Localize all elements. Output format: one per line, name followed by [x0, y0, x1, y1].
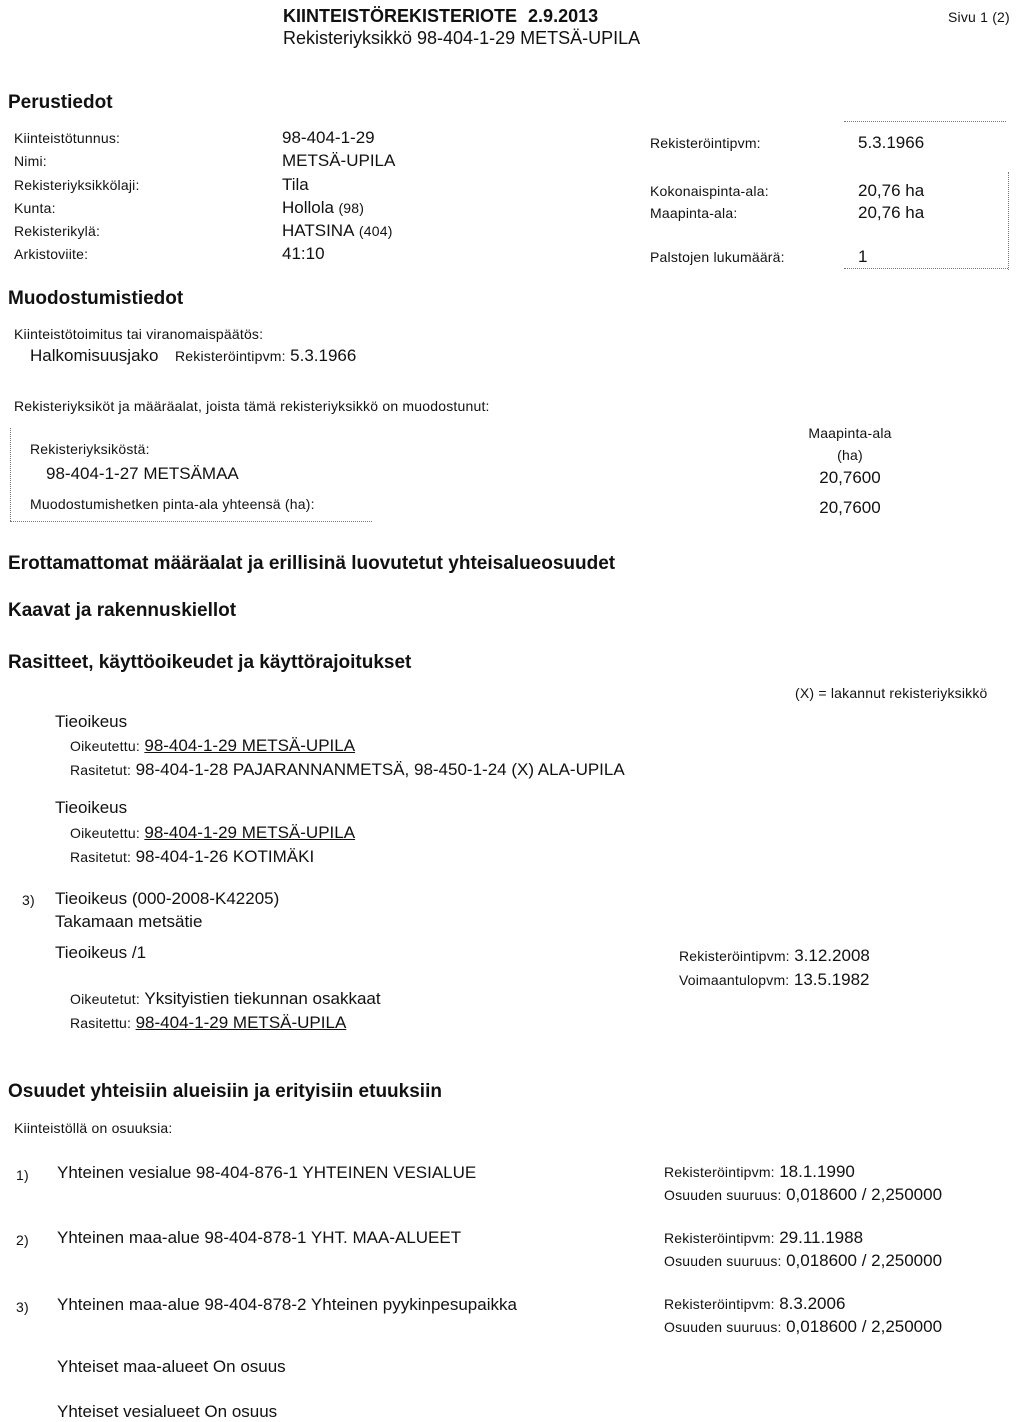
oikeutettu-label: Oikeutettu: — [70, 738, 140, 754]
share-size — [664, 1251, 942, 1271]
rek-value: 8.3.2006 — [779, 1294, 846, 1313]
footer-line-2: Yhteiset vesialueet On osuus — [57, 1402, 278, 1421]
rek-value: 29.11.1988 — [779, 1228, 864, 1247]
rek-label: Rekisteröintipvm: — [679, 948, 790, 964]
info-value: 98-404-1-29 — [282, 128, 375, 147]
share-size — [664, 1317, 942, 1337]
toimitus-value: Halkomisuusjako — [30, 346, 159, 365]
document-header — [283, 6, 598, 27]
toimitus-label: Kiinteistötoimitus tai viranomaispäätös: — [14, 326, 264, 342]
info-value: METSÄ-UPILA — [282, 151, 396, 170]
rasite-rasitetut — [70, 760, 625, 780]
osuudet-intro: Kiinteistöllä on osuuksia: — [14, 1120, 173, 1136]
rek-label: Rekisteröintipvm: — [664, 1230, 775, 1246]
info-label: Kunta: — [14, 200, 56, 216]
toimitus-row — [30, 346, 356, 366]
info-value: Hollola — [282, 198, 334, 217]
info-label: Rekisteröintipvm: — [650, 135, 761, 151]
rasitettu-label: Rasitettu: — [70, 1015, 132, 1031]
rasite-rasitettu — [70, 1013, 346, 1033]
bracket-top-line — [844, 121, 1006, 122]
share-size — [664, 1185, 942, 1205]
document-subtitle: Rekisteriyksikkö 98-404-1-29 METSÄ-UPILA — [283, 28, 641, 48]
rasite-title: Tieoikeus — [55, 712, 128, 731]
rek-label: Rekisteröintipvm: — [664, 1164, 775, 1180]
document-date: 2.9.2013 — [528, 6, 599, 26]
share-size-label: Osuuden suuruus: — [664, 1187, 782, 1203]
bracket-bottom-line — [844, 268, 1008, 269]
page-number: Sivu 1 (2) — [948, 9, 1010, 25]
rasite-number: 3) — [22, 892, 35, 908]
info-label: Palstojen lukumäärä: — [650, 249, 785, 265]
info-code: (404) — [358, 223, 393, 239]
share-number: 2) — [16, 1232, 29, 1248]
info-label: Rekisterikylä: — [14, 223, 101, 239]
rasitetut-value: 98-404-1-28 PAJARANNANMETSÄ, 98-450-1-24 (X) ALA-UPILA — [135, 760, 625, 779]
from-label: Rekisteriyksiköstä: — [30, 441, 150, 457]
rasite-title: Tieoikeus (000-2008-K42205) — [55, 889, 280, 908]
bracket-right-line — [1008, 172, 1009, 270]
rasite-subtitle-2: Tieoikeus /1 — [55, 943, 147, 962]
rasite-subtitle: Takamaan metsätie — [55, 912, 203, 931]
info-code: (98) — [338, 200, 365, 216]
share-number: 3) — [16, 1299, 29, 1315]
info-label: Nimi: — [14, 153, 47, 169]
voim-value: 13.5.1982 — [793, 970, 870, 989]
info-value: Tila — [282, 175, 309, 194]
from-area: 20,7600 — [819, 468, 881, 487]
oikeutetut-label: Oikeutetut: — [70, 991, 140, 1007]
info-label: Rekisteriyksikkölaji: — [14, 177, 140, 193]
legend-note: (X) = lakannut rekisteriyksikkö — [795, 685, 988, 701]
rek-value: 3.12.2008 — [794, 946, 870, 965]
share-number: 1) — [16, 1167, 29, 1183]
info-label: Maapinta-ala: — [650, 205, 738, 221]
share-size-value: 0,018600 / 2,250000 — [786, 1251, 943, 1270]
rasitetut-value: 98-404-1-26 KOTIMÄKI — [135, 847, 315, 866]
info-value-row — [282, 198, 364, 218]
voim-label: Voimaantulopvm: — [679, 972, 790, 988]
info-label: Kiinteistötunnus: — [14, 130, 121, 146]
rek-label: Rekisteröintipvm: — [174, 348, 286, 364]
share-rek — [664, 1294, 845, 1314]
share-size-value: 0,018600 / 2,250000 — [786, 1185, 943, 1204]
share-rek — [664, 1228, 863, 1248]
rek-value: 5.3.1966 — [290, 346, 357, 365]
oikeutettu-value: 98-404-1-29 METSÄ-UPILA — [144, 823, 356, 842]
share-rek — [664, 1162, 855, 1182]
rasite-oikeutettu — [70, 823, 355, 843]
total-area: 20,7600 — [819, 498, 881, 517]
info-value-row — [282, 221, 393, 241]
info-value: 1 — [858, 247, 868, 266]
info-label: Kokonaispinta-ala: — [650, 183, 769, 199]
section-heading-perustiedot: Perustiedot — [8, 92, 113, 113]
info-value: 41:10 — [282, 244, 325, 263]
from-value: 98-404-1-27 METSÄMAA — [46, 464, 239, 483]
document-title: KIINTEISTÖREKISTERIOTE — [283, 6, 518, 26]
rasite-title: Tieoikeus — [55, 798, 128, 817]
section-heading-osuudet: Osuudet yhteisiin alueisiin ja erityisiin etuuksiin — [8, 1081, 442, 1102]
formation-intro: Rekisteriyksiköt ja määräalat, joista tämä rekisteriyksikkö on muodostunut: — [14, 398, 490, 414]
section-heading-rasitteet: Rasitteet, käyttöoikeudet ja käyttörajoitukset — [8, 652, 412, 673]
oikeutettu-label: Oikeutettu: — [70, 825, 140, 841]
column-header-area: Maapinta-ala — [808, 425, 892, 441]
share-name: Yhteinen maa-alue 98-404-878-2 Yhteinen pyykinpesupaikka — [57, 1295, 517, 1314]
share-size-value: 0,018600 / 2,250000 — [786, 1317, 943, 1336]
share-name: Yhteinen maa-alue 98-404-878-1 YHT. MAA-ALUEET — [57, 1228, 462, 1247]
share-size-label: Osuuden suuruus: — [664, 1253, 782, 1269]
rek-value: 18.1.1990 — [779, 1162, 855, 1181]
rasitettu-value: 98-404-1-29 METSÄ-UPILA — [135, 1013, 347, 1032]
total-label: Muodostumishetken pinta-ala yhteensä (ha): — [30, 496, 315, 512]
section-heading-erottamattomat: Erottamattomat määräalat ja erillisinä luovutetut yhteisalueosuudet — [8, 553, 616, 574]
rasitetut-label: Rasitetut: — [70, 849, 132, 865]
rasite-oikeutettu — [70, 736, 355, 756]
info-label: Arkistoviite: — [14, 246, 89, 262]
section-heading-kaavat: Kaavat ja rakennuskiellot — [8, 600, 237, 621]
rasite-rekisterointi — [679, 946, 870, 966]
formation-bracket-left — [10, 428, 11, 521]
rek-label: Rekisteröintipvm: — [664, 1296, 775, 1312]
rasite-rasitetut — [70, 847, 314, 867]
rasite-voimaantulo — [679, 970, 870, 990]
info-value: HATSINA — [282, 221, 355, 240]
rasite-oikeutetut — [70, 989, 381, 1009]
oikeutetut-value: Yksityistien tiekunnan osakkaat — [144, 989, 381, 1008]
share-size-label: Osuuden suuruus: — [664, 1319, 782, 1335]
formation-bracket-bottom — [10, 521, 372, 522]
oikeutettu-value: 98-404-1-29 METSÄ-UPILA — [144, 736, 356, 755]
footer-line-1: Yhteiset maa-alueet On osuus — [57, 1357, 286, 1376]
info-value: 20,76 ha — [858, 181, 925, 200]
section-heading-muodostumistiedot: Muodostumistiedot — [8, 288, 184, 309]
info-value: 5.3.1966 — [858, 133, 925, 152]
rasitetut-label: Rasitetut: — [70, 762, 132, 778]
share-name: Yhteinen vesialue 98-404-876-1 YHTEINEN VESIALUE — [57, 1163, 477, 1182]
info-value: 20,76 ha — [858, 203, 925, 222]
column-header-unit: (ha) — [837, 447, 863, 463]
